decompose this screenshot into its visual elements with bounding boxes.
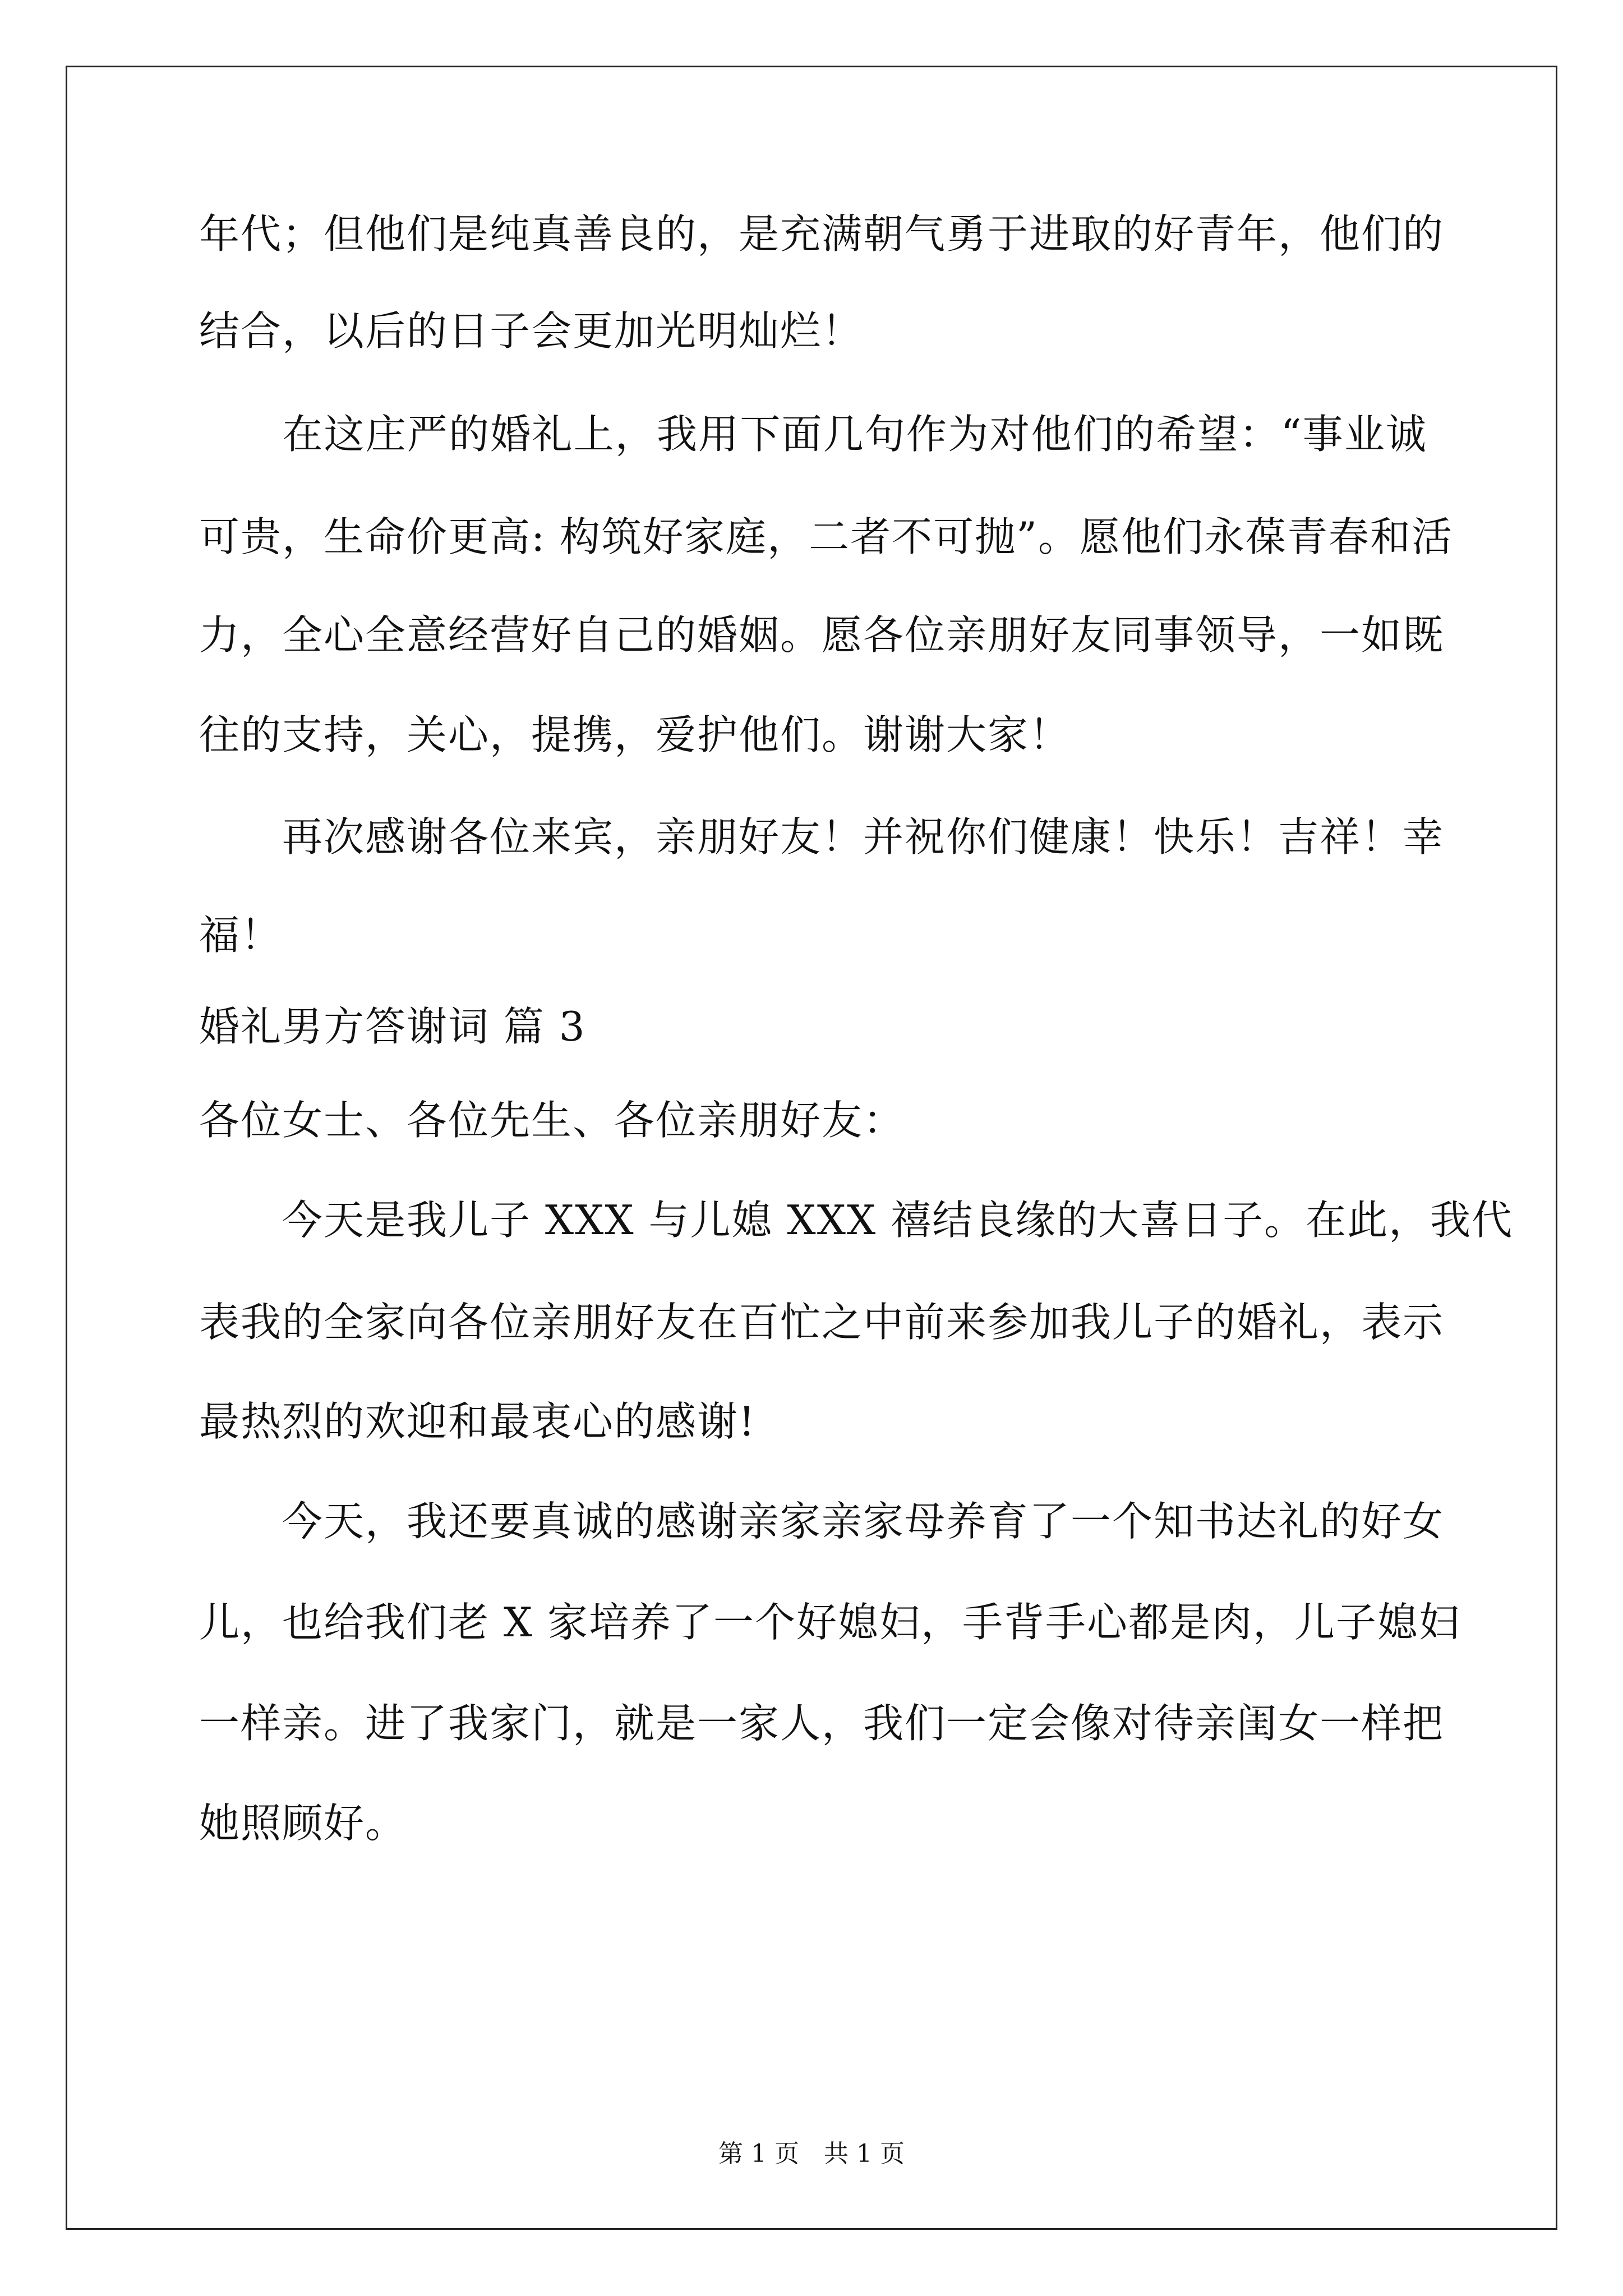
text-line: 在这庄严的婚礼上，我用下面几句作为对他们的希望：“事业诚 [199,411,1427,458]
text-line: 往的支持，关心，提携，爱护他们。谢谢大家！ [199,711,1071,758]
text-line: 今天是我儿子 XXX 与儿媳 XXX 禧结良缘的大喜日子。在此，我代 [199,1197,1514,1244]
section-heading: 婚礼男方答谢词 篇 3 [199,1003,586,1050]
text-line: 年代；但他们是纯真善良的，是充满朝气勇于进取的好青年，他们的 [199,210,1445,257]
text-line: 可贵，生命价更高: 构筑好家庭，二者不可抛”。愿他们永葆青春和活 [199,513,1453,560]
text-line: 结合，以后的日子会更加光明灿烂！ [199,307,864,355]
page-footer: 第 1 页 共 1 页 [718,2139,905,2168]
text-line: 再次感谢各位来宾，亲朋好友！并祝你们健康！快乐！吉祥！幸 [199,813,1445,861]
text-line: 表我的全家向各位亲朋好友在百忙之中前来参加我儿子的婚礼，表示 [199,1299,1445,1346]
text-line: 最热烈的欢迎和最衷心的感谢! [199,1398,756,1445]
text-line: 一样亲。进了我家门，就是一家人，我们一定会像对待亲闺女一样把 [199,1700,1445,1747]
text-line: 福！ [199,912,283,959]
text-line: 今天，我还要真诚的感谢亲家亲家母养育了一个知书达礼的好女 [199,1498,1445,1545]
text-line: 力，全心全意经营好自己的婚姻。愿各位亲朋好友同事领导，一如既 [199,611,1445,659]
text-line: 儿，也给我们老 X 家培养了一个好媳妇，手背手心都是肉，儿子媳妇 [199,1599,1461,1646]
text-line: 她照顾好。 [199,1800,407,1847]
salutation: 各位女士、各位先生、各位亲朋好友： [199,1097,905,1144]
